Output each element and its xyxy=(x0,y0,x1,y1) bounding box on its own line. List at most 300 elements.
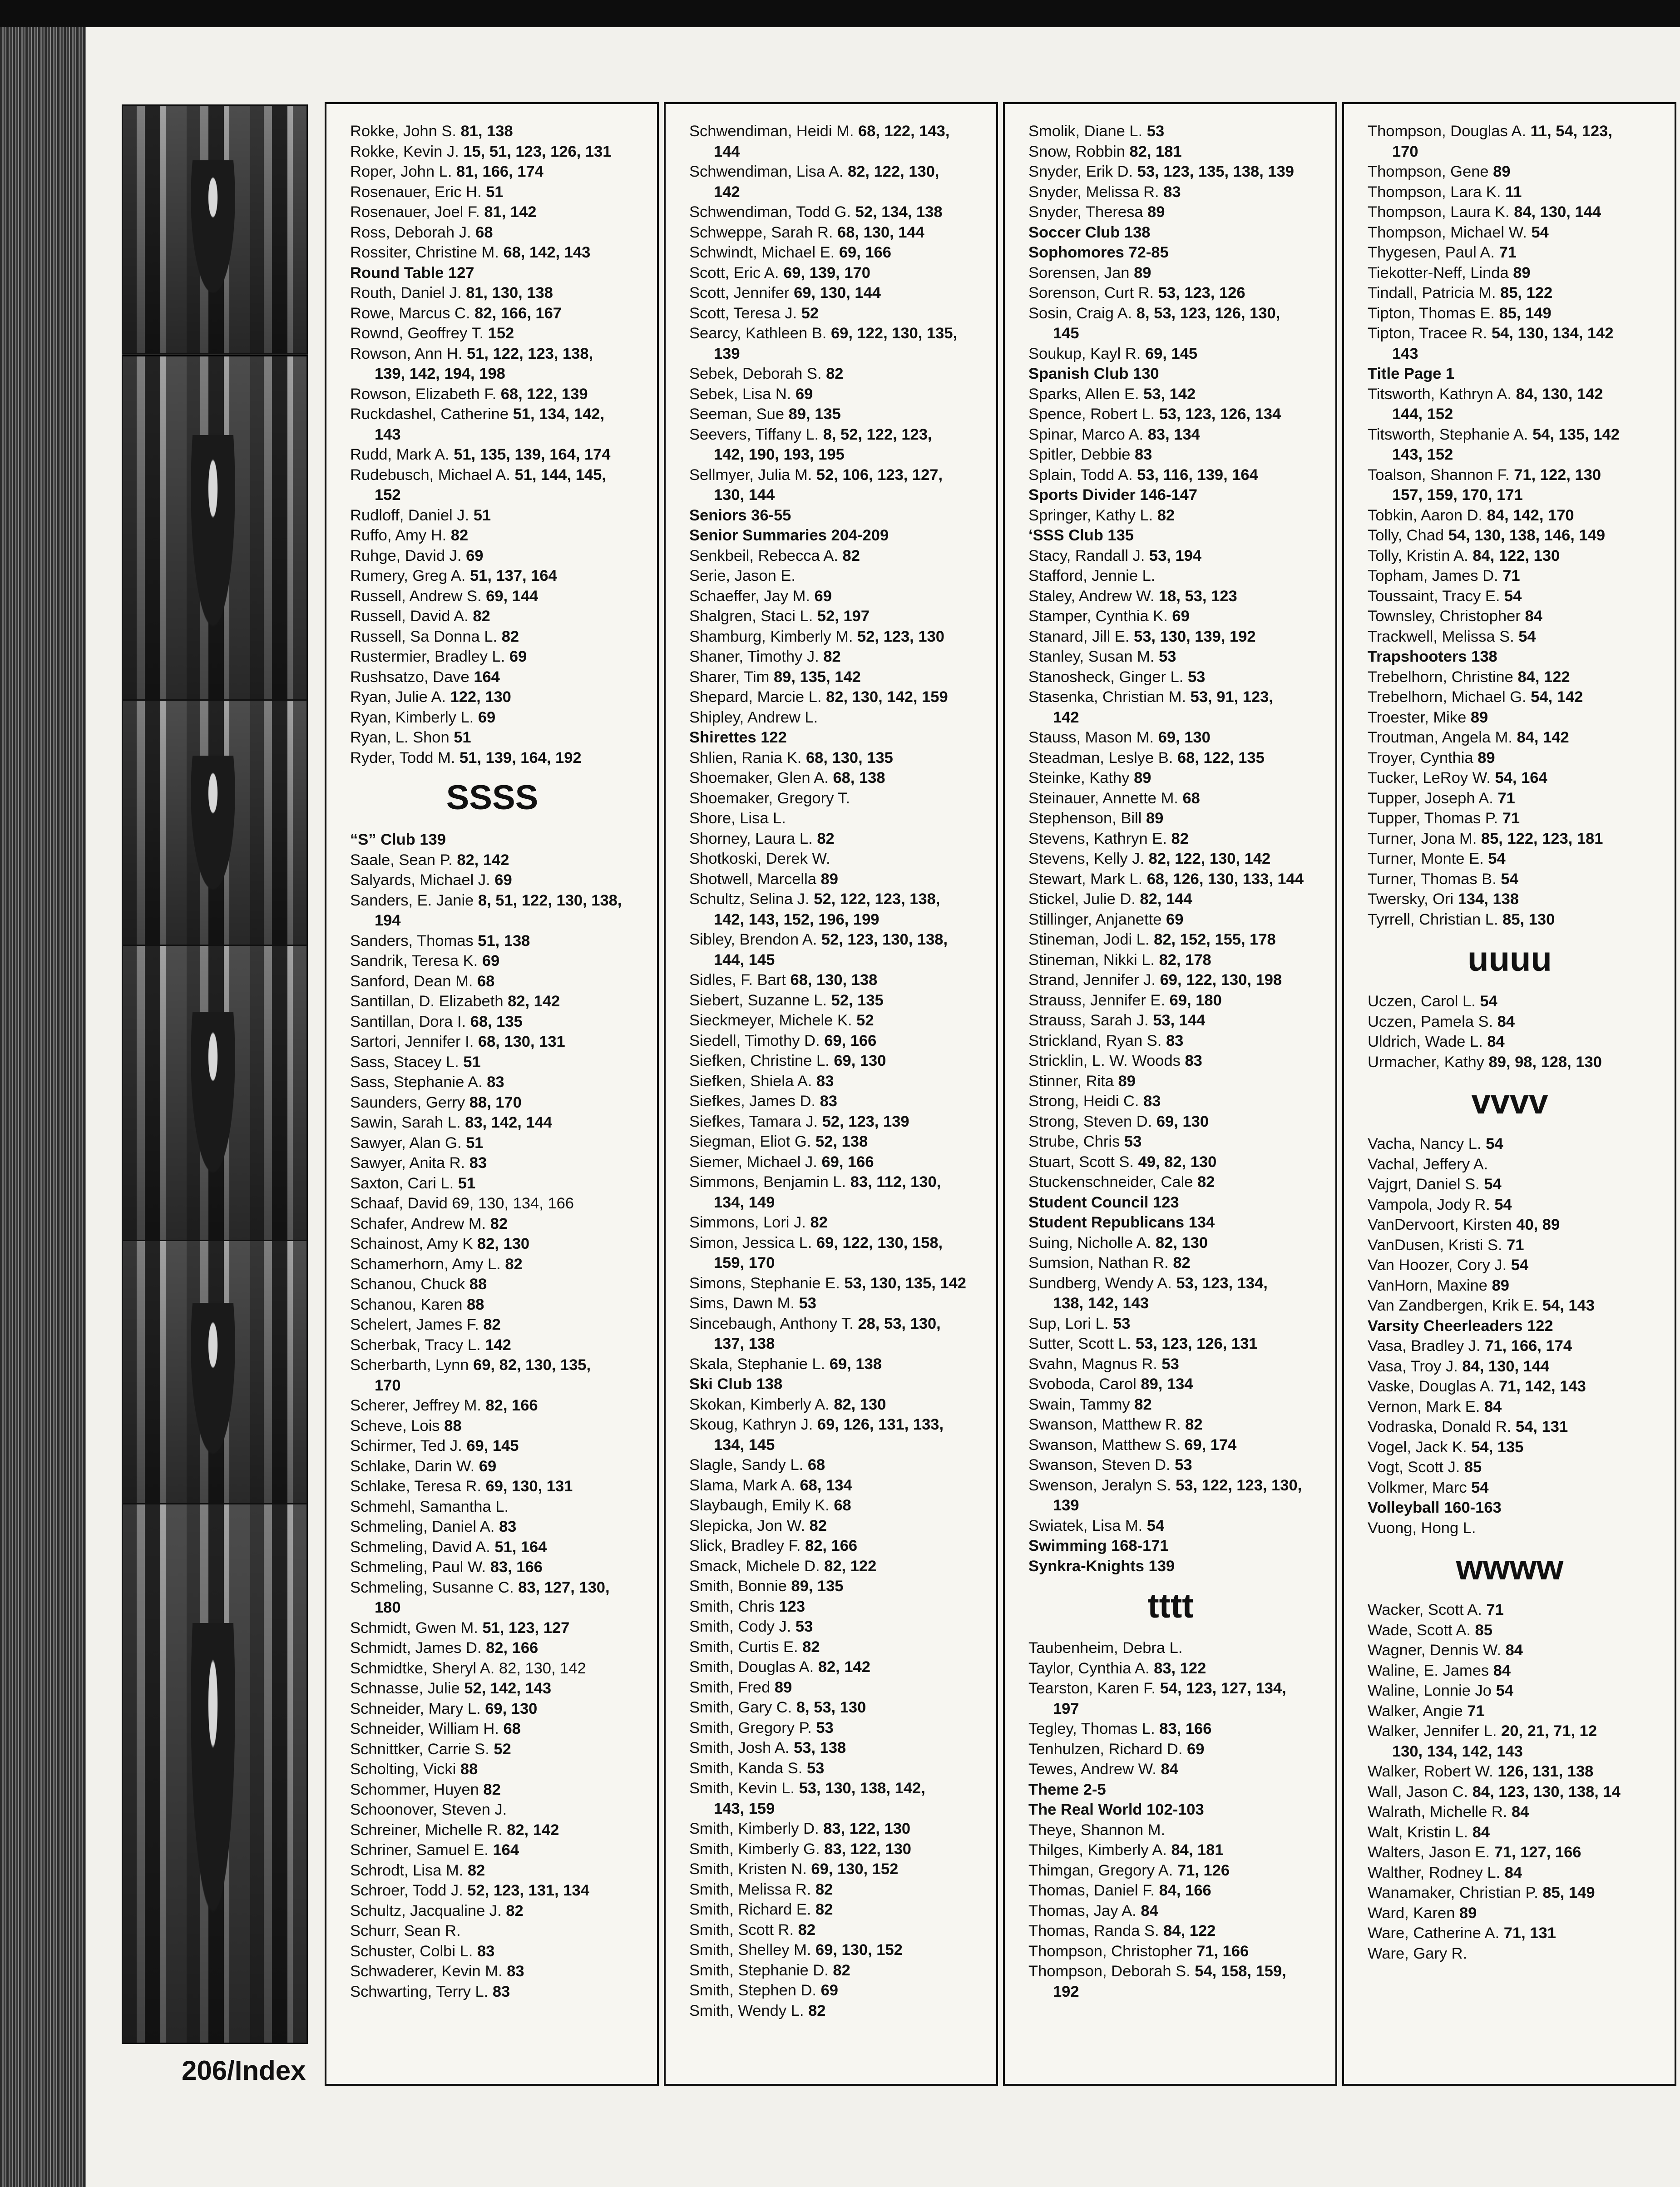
index-entry xyxy=(689,1031,992,1051)
index-entry xyxy=(689,1495,992,1516)
entry-pages: 82 xyxy=(826,365,844,382)
index-entry xyxy=(1028,182,1331,203)
entry-pages: 85 xyxy=(1464,1459,1482,1476)
index-entry xyxy=(350,667,652,688)
index-entry xyxy=(1028,162,1331,182)
entry-pages: 54, 142 xyxy=(1531,688,1583,706)
index-entry xyxy=(350,891,652,911)
index-entry xyxy=(350,1497,652,1517)
index-entry xyxy=(1028,344,1331,364)
entry-pages: 82, 144 xyxy=(1140,891,1192,908)
index-entry xyxy=(1368,1761,1670,1782)
index-entry xyxy=(350,465,652,485)
entry-name: Shorney, Laura L. xyxy=(689,830,813,847)
entry-name: Walters, Jason E. xyxy=(1368,1844,1490,1861)
entry-name: Spitler, Debbie xyxy=(1028,446,1131,463)
entry-pages: 68, 130, 135 xyxy=(806,749,893,767)
entry-pages: 52, 134, 138 xyxy=(855,203,943,221)
entry-name: Santillan, D. Elizabeth xyxy=(350,993,504,1010)
entry-pages: 71 xyxy=(1499,244,1517,261)
entry-pages: 83, 134 xyxy=(1147,426,1200,443)
index-entry xyxy=(689,1556,992,1577)
entry-name: Schirmer, Ted J. xyxy=(350,1437,462,1455)
entry-pages: 71 xyxy=(1502,567,1520,584)
entry-pages: 89 xyxy=(1146,810,1164,827)
index-entry xyxy=(1028,1010,1331,1031)
entry-name: Strauss, Jennifer E. xyxy=(1028,991,1166,1009)
entry-name: Stineman, Nikki L. xyxy=(1028,951,1155,969)
entry-name: Walther, Rodney L. xyxy=(1368,1864,1501,1881)
index-entry xyxy=(1028,1132,1331,1152)
entry-pages: 82 xyxy=(1134,1395,1152,1413)
index-entry xyxy=(1028,1112,1331,1132)
index-entry-section: Volleyball 160-163 xyxy=(1368,1499,1502,1516)
entry-pages: 82 xyxy=(490,1215,508,1232)
index-entry xyxy=(1368,1863,1670,1883)
index-entry xyxy=(350,1678,652,1699)
entry-name: Tupper, Joseph A. xyxy=(1368,789,1493,807)
index-entry xyxy=(1028,1739,1331,1760)
index-entry xyxy=(1368,1518,1670,1539)
index-entry xyxy=(1368,849,1670,869)
entry-pages: 71, 142, 143 xyxy=(1498,1378,1586,1395)
entry-pages: 54, 131 xyxy=(1516,1418,1568,1435)
entry-name: Titsworth, Stephanie A. xyxy=(1368,426,1528,443)
index-entry xyxy=(350,627,652,647)
entry-pages: 53, 130, 135, 142 xyxy=(844,1274,966,1292)
entry-name: Vachal, Jeffery A. xyxy=(1368,1155,1488,1173)
entry-pages: 84 xyxy=(1505,1642,1523,1659)
index-entry-continuation: 143 xyxy=(1392,345,1418,362)
index-entry xyxy=(1368,869,1670,890)
index-entry xyxy=(689,930,992,950)
entry-pages: 68, 135 xyxy=(470,1013,523,1030)
entry-pages: 53 xyxy=(1113,1315,1131,1332)
entry-pages: 83 xyxy=(469,1154,487,1172)
entry-name: Schanou, Karen xyxy=(350,1296,463,1313)
entry-pages: 89 xyxy=(1134,769,1151,787)
entry-name: Smith, Wendy L. xyxy=(689,2002,804,2019)
index-entry xyxy=(1028,627,1331,647)
entry-pages: 69 xyxy=(509,648,527,665)
entry-name: Rowson, Ann H. xyxy=(350,345,463,362)
entry-name: Rownd, Geoffrey T. xyxy=(350,325,484,342)
index-entry xyxy=(350,1335,652,1356)
entry-name: Snow, Robbin xyxy=(1028,143,1125,160)
entry-pages: 68, 130, 144 xyxy=(837,223,924,241)
entry-pages: 52, 123, 131, 134 xyxy=(467,1882,589,1899)
entry-name: Thompson, Laura K. xyxy=(1368,203,1510,221)
entry-name: Tupper, Thomas P. xyxy=(1368,810,1498,827)
entry-name: Taylor, Cynthia A. xyxy=(1028,1659,1150,1677)
index-entry-continuation: 142, 143, 152, 196, 199 xyxy=(714,910,880,928)
index-entry xyxy=(1028,1658,1331,1679)
entry-pages: 8, 52, 122, 123, xyxy=(823,426,932,443)
entry-pages: 84, 142, 170 xyxy=(1487,506,1574,524)
index-entry xyxy=(689,1212,992,1233)
entry-pages: 8, 53, 130 xyxy=(796,1699,866,1716)
entry-name: Schmeling, Paul W. xyxy=(350,1559,486,1576)
index-entry xyxy=(1028,263,1331,283)
entry-pages: 82 xyxy=(815,1901,833,1918)
index-entry-section: ‘SSS Club 135 xyxy=(1028,527,1134,544)
entry-pages: 51 xyxy=(463,1053,481,1071)
entry-name: Sass, Stacey L. xyxy=(350,1053,459,1071)
entry-name: Smith, Gregory P. xyxy=(689,1719,812,1737)
index-entry xyxy=(689,1839,992,1860)
entry-name: Sellmyer, Julia M. xyxy=(689,466,812,484)
index-entry-continuation: 130, 144 xyxy=(714,486,775,504)
index-entry xyxy=(1028,1901,1331,1921)
index-entry xyxy=(350,1476,652,1497)
entry-pages: 40, 89 xyxy=(1516,1216,1560,1233)
entry-name: Sparks, Allen E. xyxy=(1028,385,1139,403)
index-entry xyxy=(350,223,652,243)
entry-pages: 69, 130 xyxy=(485,1700,538,1717)
entry-pages: 82 xyxy=(810,1214,828,1231)
entry-name: Simmons, Lori J. xyxy=(689,1214,806,1231)
entry-name: Thilges, Kimberly A. xyxy=(1028,1841,1167,1859)
entry-name: Tindall, Patricia M. xyxy=(1368,284,1496,302)
entry-pages: 82 xyxy=(1171,830,1189,847)
entry-pages: 82 xyxy=(483,1781,501,1798)
entry-pages: 51, 164 xyxy=(494,1538,547,1556)
entry-name: Stevens, Kathryn E. xyxy=(1028,830,1167,847)
index-entry xyxy=(1368,1944,1670,1964)
photo-1 xyxy=(122,104,308,355)
entry-name: Schneider, Mary L. xyxy=(350,1700,481,1717)
index-entry xyxy=(1368,889,1670,910)
entry-pages: 69, 138 xyxy=(829,1355,882,1373)
index-entry xyxy=(350,1234,652,1254)
entry-name: Schnasse, Julie xyxy=(350,1680,460,1697)
entry-name: Siegman, Eliot G. xyxy=(689,1133,811,1150)
entry-pages: 69 xyxy=(478,708,496,726)
index-entry xyxy=(1368,910,1670,930)
index-entry xyxy=(1368,991,1670,1012)
index-entry xyxy=(1368,1235,1670,1256)
entry-pages: 82 xyxy=(817,830,835,847)
entry-name: Rudebusch, Michael A. xyxy=(350,466,510,484)
entry-name: Ryan, Kimberly L. xyxy=(350,708,474,726)
entry-name: Stinner, Rita xyxy=(1028,1072,1114,1090)
index-entry xyxy=(1028,505,1331,526)
entry-name: Stricklin, L. W. Woods xyxy=(1028,1052,1181,1069)
index-entry xyxy=(1368,1721,1670,1742)
entry-pages: 69, 126, 131, 133, xyxy=(817,1416,944,1433)
letter-heading: uuuu xyxy=(1468,940,1552,979)
entry-pages: 53, 123, 135, 138, 139 xyxy=(1137,163,1294,180)
entry-pages: 54 xyxy=(1496,1682,1513,1699)
index-entry xyxy=(1028,1051,1331,1071)
entry-pages: 69, 174 xyxy=(1184,1436,1237,1454)
index-entry xyxy=(1028,142,1331,162)
index-entry xyxy=(1368,829,1670,849)
entry-name: Rustermier, Bradley L. xyxy=(350,648,505,665)
photo-4 xyxy=(122,945,308,1247)
index-entry xyxy=(1368,1376,1670,1397)
book-spine-edge xyxy=(0,27,86,2187)
index-entry xyxy=(350,1961,652,1982)
entry-pages: 122, 130 xyxy=(450,688,511,706)
entry-name: Schmeling, David A. xyxy=(350,1538,490,1556)
entry-name: Siefkes, Tamara J. xyxy=(689,1113,818,1130)
index-entry xyxy=(1368,1457,1670,1478)
entry-pages: 88, 170 xyxy=(469,1094,522,1111)
entry-name: Wanamaker, Christian P. xyxy=(1368,1884,1538,1901)
entry-pages: 68, 130, 138 xyxy=(790,971,878,989)
index-entry xyxy=(1028,1860,1331,1881)
entry-name: Sanders, E. Janie xyxy=(350,891,474,909)
entry-name: Swain, Tammy xyxy=(1028,1395,1130,1413)
entry-pages: 68, 122, 139 xyxy=(500,385,588,403)
entry-name: Shoemaker, Gregory T. xyxy=(689,789,850,807)
entry-pages: 82 xyxy=(802,1638,820,1656)
entry-name: Smith, Scott R. xyxy=(689,1921,794,1939)
entry-pages: 54, 130, 138, 146, 149 xyxy=(1448,527,1606,544)
entry-name: Stafford, Jennie L. xyxy=(1028,567,1156,584)
index-entry xyxy=(350,121,652,142)
entry-pages: 51 xyxy=(458,1174,476,1192)
entry-name: Saale, Sean P. xyxy=(350,851,453,869)
entry-name: Scholting, Vicki xyxy=(350,1761,456,1778)
index-entry-section: Soccer Club 138 xyxy=(1028,223,1151,241)
entry-name: Smith, Curtis E. xyxy=(689,1638,798,1656)
index-entry xyxy=(1028,1516,1331,1536)
entry-name: Siefken, Shiela A. xyxy=(689,1072,812,1090)
entry-pages: 53, 194 xyxy=(1149,547,1202,564)
index-entry xyxy=(689,1880,992,1900)
index-column-4 xyxy=(1342,102,1676,2086)
entry-pages: 68 xyxy=(503,1720,521,1737)
entry-pages: 81, 142 xyxy=(484,203,537,221)
entry-name: Smolik, Diane L. xyxy=(1028,123,1143,140)
entry-pages: 84 xyxy=(1504,1864,1522,1881)
index-column-2 xyxy=(664,102,998,2086)
entry-pages: 53, 142 xyxy=(1143,385,1196,403)
entry-name: Serie, Jason E. xyxy=(689,567,796,584)
entry-pages: 52 xyxy=(801,304,819,322)
entry-name: Schlake, Teresa R. xyxy=(350,1478,481,1495)
entry-name: Topham, James D. xyxy=(1368,567,1498,584)
entry-name: Searcy, Kathleen B. xyxy=(689,325,827,342)
index-entry xyxy=(1368,546,1670,566)
index-entry-continuation: 194 xyxy=(375,912,401,929)
entry-pages: 82 xyxy=(506,1902,524,1920)
entry-name: Vuong, Hong L. xyxy=(1368,1519,1476,1537)
index-entry xyxy=(1368,465,1670,485)
index-entry xyxy=(1028,303,1331,324)
index-entry xyxy=(689,1859,992,1880)
entry-pages: 28, 53, 130, xyxy=(858,1315,941,1332)
entry-name: Sawin, Sarah L. xyxy=(350,1114,461,1131)
entry-pages: 53 xyxy=(1187,668,1206,686)
entry-pages: 54 xyxy=(1488,850,1506,867)
entry-name: Shepard, Marcie L. xyxy=(689,688,822,706)
entry-pages: 82, 166 xyxy=(805,1537,858,1554)
index-entry-continuation: 197 xyxy=(1053,1700,1079,1717)
index-entry xyxy=(1368,1903,1670,1924)
entry-pages: 51, 122, 123, 138, xyxy=(466,345,593,362)
index-entry xyxy=(689,667,992,688)
entry-pages: 83, 142, 144 xyxy=(465,1114,552,1131)
index-entry xyxy=(1028,1172,1331,1192)
index-column-3 xyxy=(1003,102,1337,2086)
entry-pages: 89 xyxy=(1118,1072,1136,1090)
entry-pages: 85 xyxy=(1475,1621,1492,1639)
index-entry xyxy=(689,1354,992,1375)
entry-name: Senkbeil, Rebecca A. xyxy=(689,547,838,564)
entry-name: Suing, Nicholle A. xyxy=(1028,1234,1151,1252)
index-entry xyxy=(1028,1253,1331,1273)
entry-name: Sanford, Dean M. xyxy=(350,972,473,990)
index-entry xyxy=(1028,788,1331,809)
entry-pages: 69 xyxy=(482,952,500,970)
index-entry xyxy=(1368,727,1670,748)
index-entry xyxy=(350,1395,652,1416)
entry-pages: 85, 122 xyxy=(1500,284,1553,302)
entry-pages: 51 xyxy=(454,729,471,746)
index-entry-section: Spanish Club 130 xyxy=(1028,365,1159,382)
entry-pages: 89, 134 xyxy=(1141,1376,1193,1393)
index-entry xyxy=(1368,1417,1670,1437)
entry-name: Tolly, Chad xyxy=(1368,527,1444,544)
entry-pages: 88 xyxy=(469,1276,487,1293)
index-entry xyxy=(689,768,992,788)
entry-name: Stauss, Mason M. xyxy=(1028,729,1154,746)
index-entry xyxy=(1028,647,1331,667)
entry-pages: 69 xyxy=(820,1982,838,1999)
entry-name: Spence, Robert L. xyxy=(1028,406,1155,423)
entry-pages: 82 xyxy=(798,1921,816,1939)
index-entry xyxy=(1368,1842,1670,1863)
index-entry xyxy=(1028,748,1331,768)
entry-pages: 52, 135 xyxy=(831,991,884,1009)
index-entry xyxy=(1368,1883,1670,1903)
entry-pages: 11 xyxy=(1505,183,1522,201)
index-entry xyxy=(689,1536,992,1556)
entry-pages: 71 xyxy=(1486,1601,1504,1618)
index-entry xyxy=(1368,1822,1670,1843)
entry-pages: 82, 122, 130, 142 xyxy=(1148,850,1271,867)
entry-name: Sebek, Deborah S. xyxy=(689,365,822,382)
entry-name: Staley, Andrew W. xyxy=(1028,587,1155,605)
entry-pages: 81, 166, 174 xyxy=(456,163,544,180)
entry-pages: 51, 137, 164 xyxy=(469,567,557,584)
index-page xyxy=(86,27,1680,2187)
index-entry-continuation: 137, 138 xyxy=(714,1335,775,1352)
entry-name: Shipley, Andrew L. xyxy=(689,708,818,726)
entry-name: Sims, Dawn M. xyxy=(689,1295,795,1312)
entry-pages: 53, 144 xyxy=(1153,1012,1206,1029)
entry-pages: 82, 130 xyxy=(1156,1234,1208,1252)
entry-pages: 54, 135, 142 xyxy=(1532,426,1620,443)
entry-pages: 69, 144 xyxy=(486,587,539,605)
entry-name: Van Zandbergen, Krik E. xyxy=(1368,1297,1538,1314)
entry-name: Vaske, Douglas A. xyxy=(1368,1378,1495,1395)
entry-name: Walker, Jennifer L. xyxy=(1368,1722,1497,1740)
entry-pages: 83, 127, 130, xyxy=(518,1578,610,1596)
entry-pages: 83 xyxy=(1134,446,1152,463)
index-entry-continuation: 139, 142, 194, 198 xyxy=(375,365,505,382)
index-entry xyxy=(350,242,652,263)
index-entry xyxy=(350,162,652,182)
index-entry xyxy=(1368,1154,1670,1175)
index-entry xyxy=(1368,1195,1670,1215)
index-entry xyxy=(1368,121,1670,142)
index-entry xyxy=(689,1980,992,2001)
entry-name: Smith, Kevin L. xyxy=(689,1780,795,1797)
entry-pages: 54, 164 xyxy=(1495,769,1547,787)
entry-name: Schanou, Chuck xyxy=(350,1276,465,1293)
entry-pages: 83 xyxy=(492,1983,510,2000)
entry-pages: 84 xyxy=(1487,1033,1505,1050)
index-entry xyxy=(1028,930,1331,950)
entry-pages: 82, 122 xyxy=(824,1557,877,1575)
entry-name: Sawyer, Alan G. xyxy=(350,1134,462,1152)
entry-pages: 126, 131, 138 xyxy=(1497,1763,1594,1780)
index-entry xyxy=(689,384,992,405)
entry-pages: 83, 166 xyxy=(490,1559,543,1576)
index-entry-continuation: 134, 145 xyxy=(714,1436,775,1454)
entry-pages: 82 xyxy=(483,1316,501,1333)
entry-pages: 68, 130, 131 xyxy=(478,1033,565,1050)
entry-pages: 51, 144, 145, xyxy=(514,466,606,484)
entry-pages: 84 xyxy=(1493,1662,1511,1679)
entry-name: Stuckenschneider, Cale xyxy=(1028,1173,1193,1191)
index-entry-section: Trapshooters 138 xyxy=(1368,648,1497,665)
index-entry xyxy=(350,1719,652,1739)
entry-name: Schmehl, Samantha L. xyxy=(350,1498,509,1515)
entry-name: Thompson, Lara K. xyxy=(1368,183,1501,201)
index-entry xyxy=(350,1093,652,1113)
index-entry xyxy=(1368,242,1670,263)
index-entry xyxy=(689,1051,992,1071)
entry-name: Simons, Stephanie E. xyxy=(689,1274,840,1292)
index-entry xyxy=(689,1597,992,1617)
entry-pages: 51, 134, 142, xyxy=(513,406,605,423)
index-entry xyxy=(1028,404,1331,425)
entry-name: Rossiter, Christine M. xyxy=(350,244,499,261)
index-entry xyxy=(689,1900,992,1920)
index-entry xyxy=(350,1759,652,1780)
entry-pages: 83 xyxy=(507,1963,524,1980)
index-entry xyxy=(350,1133,652,1153)
entry-name: Tewes, Andrew W. xyxy=(1028,1761,1156,1778)
index-entry-section: Varsity Cheerleaders 122 xyxy=(1368,1317,1553,1335)
index-entry xyxy=(689,283,992,303)
index-entry xyxy=(1028,667,1331,688)
entry-pages: 83 xyxy=(487,1074,504,1091)
entry-pages: 54 xyxy=(1146,1517,1165,1534)
entry-name: Russell, Andrew S. xyxy=(350,587,482,605)
entry-pages: 54 xyxy=(1480,993,1497,1010)
index-entry xyxy=(1368,1661,1670,1681)
index-entry xyxy=(350,1840,652,1860)
index-entry xyxy=(689,263,992,283)
entry-pages: 69 xyxy=(1172,608,1190,625)
index-entry xyxy=(1028,1152,1331,1173)
entry-name: Slagle, Sandy L. xyxy=(689,1456,804,1474)
entry-pages: 82, 142 xyxy=(507,1821,559,1839)
index-entry xyxy=(1028,1031,1331,1051)
entry-name: Walker, Angie xyxy=(1368,1702,1463,1720)
entry-name: Shore, Lisa L. xyxy=(689,810,786,827)
entry-name: Scheve, Lois xyxy=(350,1417,440,1435)
entry-name: Smith, Kristen N. xyxy=(689,1860,807,1878)
entry-pages: 83, 122, 130 xyxy=(823,1820,911,1837)
index-entry-continuation: 144, 145 xyxy=(714,951,775,969)
